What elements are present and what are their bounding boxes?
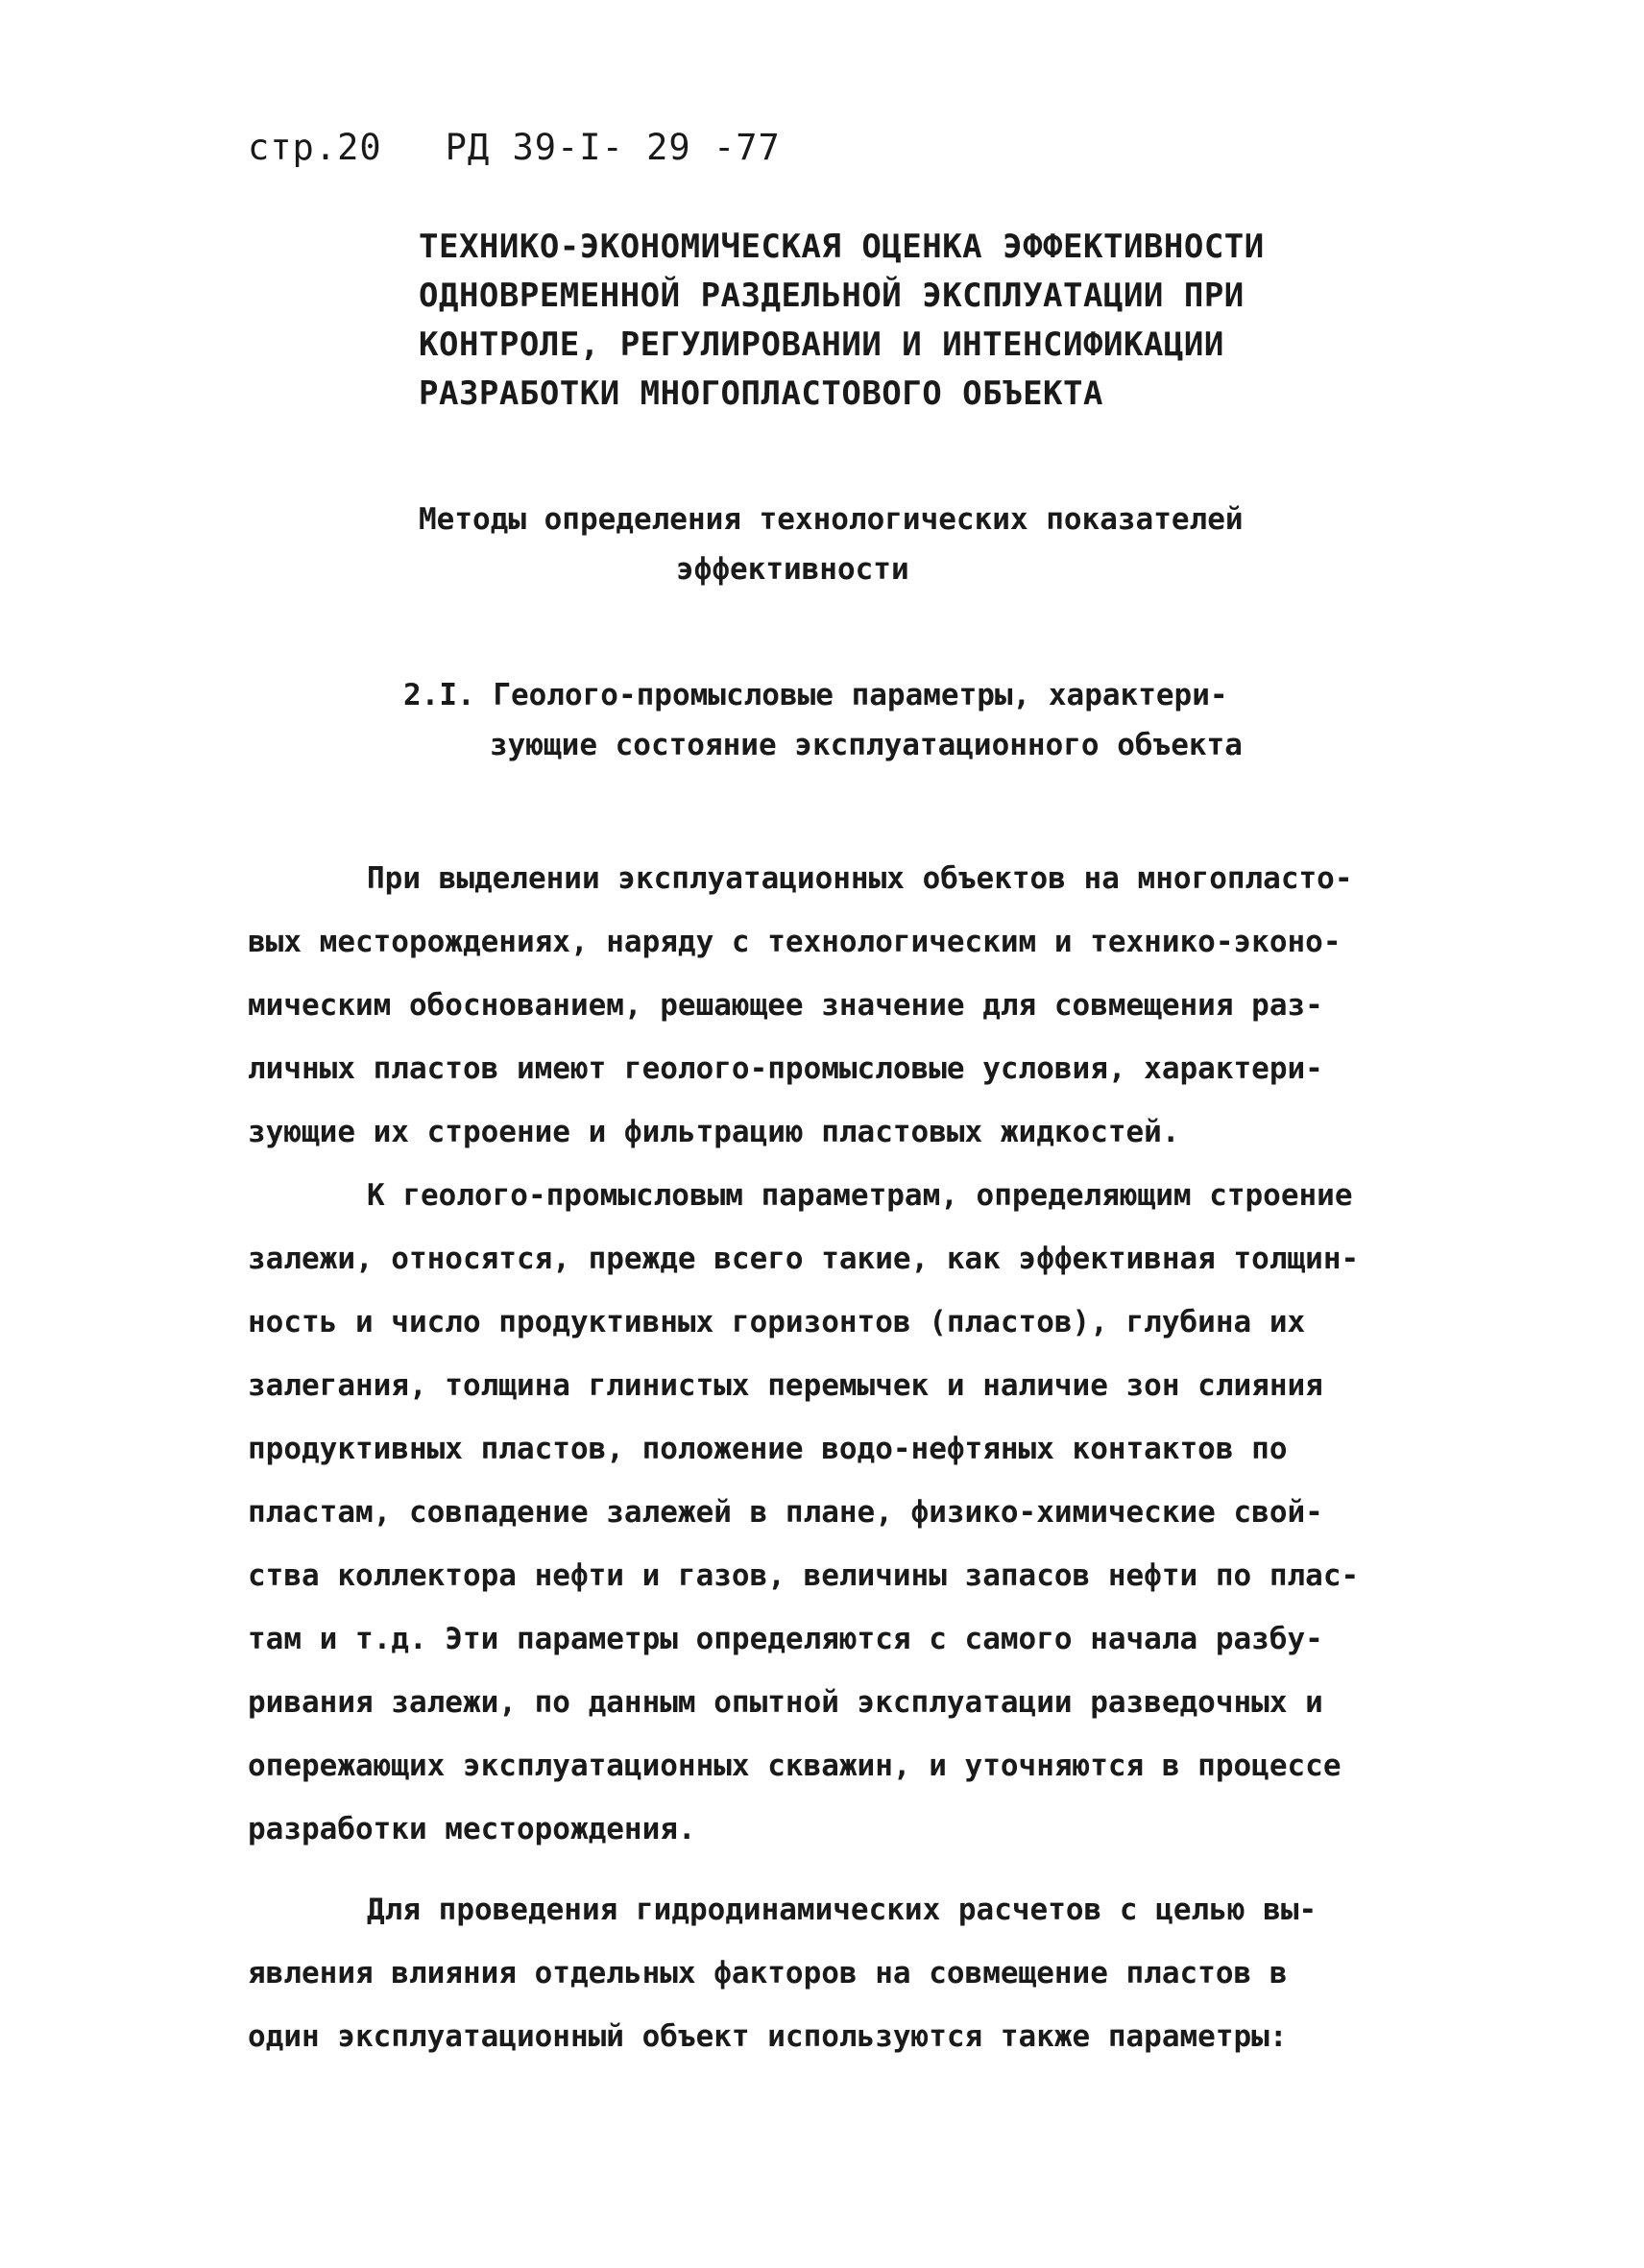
text-line: явления влияния отдельных факторов на совмещение пластов в xyxy=(248,1956,1288,1991)
section-heading-line: 2.I. Геолого-промысловые параметры, характери- xyxy=(403,678,1228,712)
title-line: ТЕХНИКО-ЭКОНОМИЧЕСКАЯ ОЦЕНКА ЭФФЕКТИВНОСТИ xyxy=(419,228,1265,266)
text-line: личных пластов имеют геолого-промысловые условия, характери- xyxy=(248,1051,1323,1086)
paragraph-gap xyxy=(248,1861,1458,1878)
text-line: один эксплуатационный объект используются также параметры: xyxy=(248,2019,1288,2054)
text-line: ства коллектора нефти и газов, величины запасов нефти по плас- xyxy=(248,1558,1360,1593)
text-line: ривания залежи, по данным опытной эксплуатации разведочных и xyxy=(248,1685,1323,1720)
text-line: там и т.д. Эти параметры определяются с самого начала разбу- xyxy=(248,1622,1323,1656)
text-line: залежи, относятся, прежде всего такие, как эффективная толщин- xyxy=(248,1242,1360,1276)
subtitle-line: Методы определения технологических показателей xyxy=(419,502,1244,537)
title-line: КОНТРОЛЕ, РЕГУЛИРОВАНИИ И ИНТЕНСИФИКАЦИИ xyxy=(419,326,1224,364)
text-line: продуктивных пластов, положение водо-нефтяных контактов по xyxy=(248,1432,1288,1466)
title-line: ОДНОВРЕМЕННОЙ РАЗДЕЛЬНОЙ ЭКСПЛУАТАЦИИ ПРИ xyxy=(419,277,1245,315)
title-line: РАЗРАБОТКИ МНОГОПЛАСТОВОГО ОБЪЕКТА xyxy=(419,374,1103,413)
section-heading-line: зующие состояние эксплуатационного объекта xyxy=(490,728,1243,762)
body-text xyxy=(248,847,1458,2068)
document-code: РД 39-I- 29 -77 xyxy=(445,127,781,168)
text-line: опережающих эксплуатационных скважин, и уточняются в процессе xyxy=(248,1749,1342,1783)
document-title xyxy=(419,223,1265,419)
text-line: залегания, толщина глинистых перемычек и наличие зон слияния xyxy=(248,1368,1323,1403)
text-line: ность и число продуктивных горизонтов (пластов), глубина их xyxy=(248,1305,1306,1339)
paragraph xyxy=(248,847,1458,1164)
page-header xyxy=(248,127,781,168)
text-line: Для проведения гидродинамических расчетов с целью вы- xyxy=(367,1893,1318,1927)
text-line: К геолого-промысловым параметрам, определяющим строение xyxy=(367,1178,1353,1213)
text-line: пластам, совпадение залежей в плане, физико-химические свой- xyxy=(248,1495,1323,1530)
page-number: стр.20 xyxy=(248,127,382,168)
chapter-subtitle xyxy=(419,495,1321,594)
paragraph xyxy=(248,1164,1458,1861)
text-line: При выделении эксплуатационных объектов на многопласто- xyxy=(367,861,1353,896)
text-line: разработки месторождения. xyxy=(248,1812,696,1846)
text-line: зующие их строение и фильтрацию пластовых жидкостей. xyxy=(248,1115,1180,1149)
section-heading xyxy=(403,670,1243,770)
paragraph xyxy=(248,1878,1458,2068)
subtitle-line: эффективности xyxy=(676,552,909,587)
text-line: вых месторождениях, наряду с технологическим и технико-эконо- xyxy=(248,925,1342,959)
text-line: мическим обоснованием, решающее значение для совмещения раз- xyxy=(248,988,1323,1023)
